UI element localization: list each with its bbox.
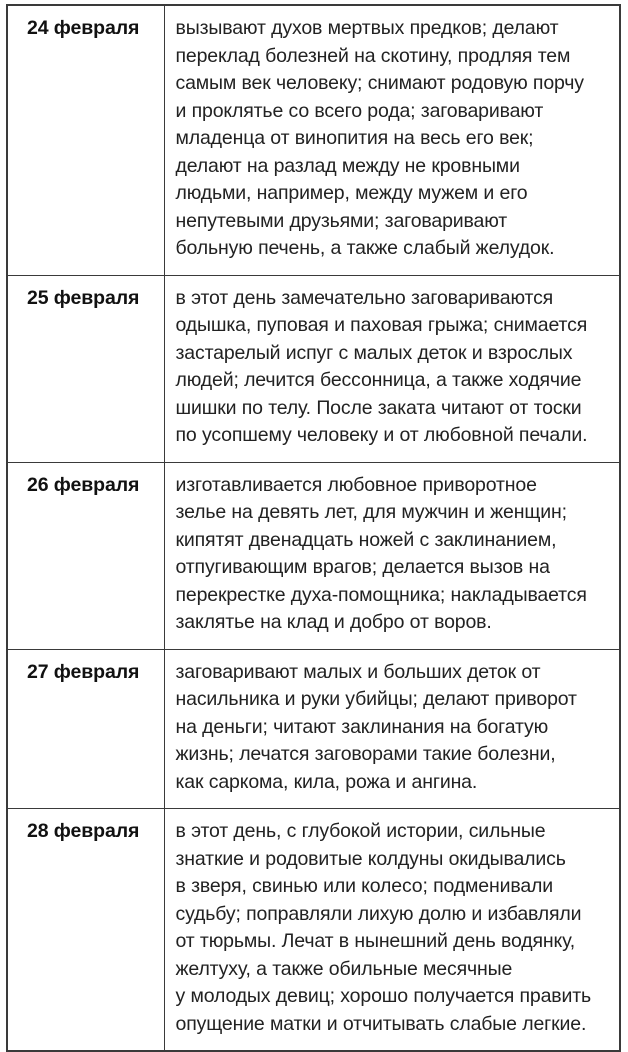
description-line: и проклятье со всего рода; заговаривают <box>175 99 544 122</box>
table-row <box>7 275 620 462</box>
calendar-table-body <box>7 5 620 1051</box>
description-line: одышка, пуповая и паховая грыжа; снимается <box>175 314 588 336</box>
description-line: желтуху, а также обильные месячные <box>175 957 513 980</box>
description-line: младенца от винопития на весь его век; <box>175 127 534 149</box>
description-cell <box>164 275 620 462</box>
date-cell: 24 февраля <box>7 5 164 275</box>
description-line: как саркома, кила, рожа и ангина. <box>175 770 478 793</box>
description-line: на деньги; читают заклинания на богатую <box>175 715 549 738</box>
description-line: кипятят двенадцать ножей с заклинанием, <box>175 528 557 551</box>
description-line: жизнь; лечатся заговорами такие болезни, <box>175 743 556 765</box>
description-line: заговаривают малых и больших деток от <box>175 660 541 683</box>
description-line: в зверя, свинью или колесо; подменивали <box>175 875 553 897</box>
description-line: в этот день, с глубокой истории, сильные <box>175 820 546 842</box>
description-line: непутевыми друзьями; заговаривают <box>175 209 508 232</box>
description-line: в этот день замечательно заговариваются <box>175 286 554 309</box>
description-line: больную печень, а также слабый желудок. <box>175 237 555 259</box>
date-cell: 25 февраля <box>7 275 164 462</box>
description-cell <box>164 5 620 275</box>
description-line: самым век человеку; снимают родовую порчу <box>175 72 584 94</box>
description-line: заклятье на клад и добро от воров. <box>175 611 492 633</box>
description-line: людьми, например, между мужем и его <box>175 182 528 204</box>
description-line: зелье на девять лет, для мужчин и женщин; <box>175 501 567 523</box>
description-line: застарелый испуг с малых деток и взрослых <box>175 341 573 364</box>
description-line: судьбу; поправляли лихую долю и избавляли <box>175 902 582 925</box>
description-line: от тюрьмы. Лечат в нынешний день водянку, <box>175 930 576 952</box>
description-line: изготавливается любовное приворотное <box>175 473 537 496</box>
description-line: людей; лечится бессонница, а также ходячие <box>175 369 582 391</box>
date-cell: 26 февраля <box>7 462 164 649</box>
description-line: делают на разлад между не кровными <box>175 154 520 177</box>
calendar-table <box>6 4 621 1052</box>
table-row <box>7 809 620 1052</box>
description-line: насильника и руки убийцы; делают приворот <box>175 688 577 710</box>
description-line: по усопшему человеку и от любовной печали. <box>175 424 588 446</box>
description-line: отпугивающим врагов; делается вызов на <box>175 556 550 578</box>
table-row <box>7 5 620 275</box>
description-cell <box>164 462 620 649</box>
description-line: вызывают духов мертвых предков; делают <box>175 17 559 39</box>
table-row <box>7 462 620 649</box>
description-line: шишки по телу. После заката читают от тоски <box>175 396 582 419</box>
table-row <box>7 649 620 809</box>
description-line: знаткие и родовитые колдуны окидывались <box>175 847 566 870</box>
description-cell <box>164 809 620 1052</box>
description-line: перекрестке духа-помощника; накладывается <box>175 583 587 606</box>
description-line: опущение матки и отчитывать слабые легкие. <box>175 1012 587 1035</box>
description-cell <box>164 649 620 809</box>
date-cell: 28 февраля <box>7 809 164 1052</box>
description-line: у молодых девиц; хорошо получается править <box>175 985 592 1007</box>
date-cell: 27 февраля <box>7 649 164 809</box>
description-line: переклад болезней на скотину, продляя тем <box>175 44 571 67</box>
